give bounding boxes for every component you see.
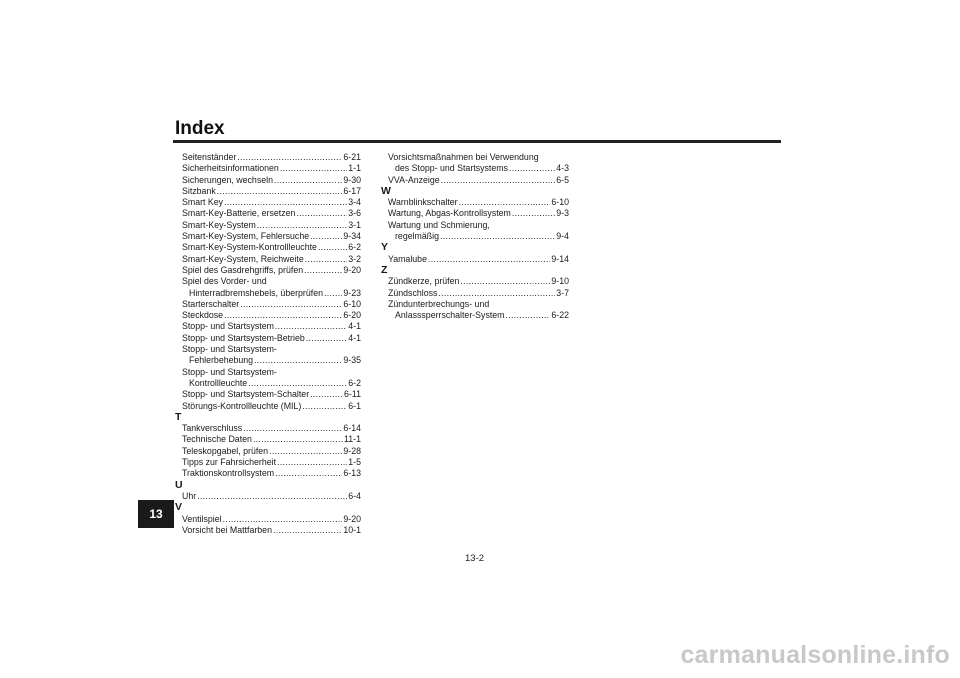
leader-dots (296, 208, 347, 219)
leader-dots (223, 514, 343, 525)
index-entry-name: VVA-Anzeige (388, 174, 440, 185)
leader-dots (224, 197, 347, 208)
section-letter: V (175, 501, 183, 514)
leader-dots (248, 378, 347, 389)
index-entry-page: 3-1 (348, 219, 361, 230)
leader-dots (306, 333, 348, 344)
index-entry-page: 1-1 (348, 163, 361, 174)
index-entry-name: des Stopp- und Startsystems (395, 163, 508, 174)
index-entry (175, 310, 361, 321)
index-entry (175, 468, 361, 479)
section-letter: W (381, 184, 391, 197)
index-entry (175, 163, 361, 174)
index-entry (175, 220, 361, 231)
leader-dots (310, 389, 343, 400)
leader-dots (460, 276, 550, 287)
index-entry-name: Warnblinkschalter (388, 197, 458, 208)
leader-dots (224, 310, 342, 321)
leader-dots (318, 242, 347, 253)
section-letter: Y (381, 241, 389, 254)
index-entry-line: Spiel des Vorder- und (182, 276, 267, 287)
leader-dots (269, 446, 342, 457)
index-entry (175, 186, 361, 197)
index-entry-name: regelmäßig (395, 231, 440, 242)
index-entry (175, 175, 361, 186)
leader-dots (512, 208, 555, 219)
index-entry-name: Starterschalter (182, 298, 240, 309)
index-entry-name: Traktionskontrollsystem (182, 468, 275, 479)
index-entry (175, 265, 361, 276)
leader-dots (275, 321, 347, 332)
index-entry-page: 4-3 (556, 163, 569, 174)
index-entry-page: 6-10 (551, 197, 569, 208)
index-entry-page: 6-20 (343, 310, 361, 321)
index-entry (381, 208, 569, 219)
leader-dots (438, 288, 555, 299)
index-entry (175, 208, 361, 219)
index-entry-page: 9-35 (343, 355, 361, 366)
index-entry-line: Vorsichtsmaßnahmen bei Verwendung (388, 152, 539, 162)
index-entry-page: 6-2 (348, 377, 361, 388)
index-entry-page: 6-17 (343, 185, 361, 196)
leader-dots (280, 163, 347, 174)
index-entry-page: 9-14 (551, 253, 569, 264)
leader-dots (237, 152, 342, 163)
index-entry-name: Sicherheitsinformationen (182, 163, 279, 174)
index-entry-name: Smart-Key-System-Kontrollleuchte (182, 242, 317, 253)
leader-dots (277, 457, 347, 468)
index-entry-name: Zündkerze, prüfen (388, 276, 460, 287)
index-entry (175, 152, 361, 163)
index-entry-line: Zündunterbrechungs- und (388, 298, 490, 309)
index-entry-page: 6-5 (556, 174, 569, 185)
index-entry-line: Stopp- und Startsystem- (182, 366, 277, 377)
index-entry-page: 6-22 (551, 310, 569, 321)
leader-dots (302, 401, 347, 412)
index-entry (175, 231, 361, 242)
index-entry-name: Smart-Key-Batterie, ersetzen (182, 208, 296, 219)
index-entry-name: Stopp- und Startsystem-Schalter (182, 389, 310, 400)
leader-dots (217, 186, 343, 197)
index-column-left (175, 152, 361, 536)
index-entry-page: 1-5 (348, 457, 361, 468)
index-entry-page: 6-14 (343, 423, 361, 434)
index-entry-page: 6-1 (348, 400, 361, 411)
index-entry-name: Störungs-Kontrollleuchte (MIL) (182, 400, 302, 411)
index-entry-page: 9-20 (343, 264, 361, 275)
index-entry-name: Anlasssperrschalter-System (395, 310, 505, 321)
index-entry-page: 3-4 (348, 197, 361, 208)
index-column-right (381, 152, 569, 321)
index-entry-page: 9-28 (343, 445, 361, 456)
index-entry (175, 514, 361, 525)
leader-dots (273, 525, 342, 536)
index-entry-page: 11-1 (344, 434, 361, 445)
index-entry-page: 9-23 (343, 287, 361, 298)
index-entry-page: 9-3 (556, 208, 569, 219)
leader-dots (257, 220, 347, 231)
watermark: carmanualsonline.info (680, 641, 950, 669)
index-entry-page: 4-1 (348, 332, 361, 343)
index-entry (175, 491, 361, 502)
index-entry-page: 6-2 (348, 242, 361, 253)
leader-dots (254, 355, 342, 366)
index-entry-name: Technische Daten (182, 434, 252, 445)
index-entry (175, 525, 361, 536)
index-entry-name: Smart-Key-System (182, 219, 256, 230)
index-entry-page: 9-20 (343, 513, 361, 524)
index-entry-page: 3-7 (556, 287, 569, 298)
index-entry-name: Smart Key (182, 197, 224, 208)
index-entry-name: Yamalube (388, 253, 427, 264)
index-entry (381, 163, 569, 174)
index-entry-name: Tankverschluss (182, 423, 243, 434)
index-entry-name: Teleskopgabel, prüfen (182, 445, 269, 456)
index-entry (381, 310, 569, 321)
leader-dots (274, 175, 342, 186)
chapter-tab: 13 (138, 500, 174, 528)
index-entry-page: 6-13 (343, 468, 361, 479)
index-entry (381, 231, 569, 242)
index-entry (175, 446, 361, 457)
leader-dots (506, 310, 551, 321)
index-entry-name: Seitenständer (182, 152, 237, 162)
index-entry-name: Spiel des Gasdrehgriffs, prüfen (182, 264, 304, 275)
index-entry-name: Smart-Key-System, Fehlersuche (182, 231, 310, 242)
index-entry-name: Smart-Key-System, Reichweite (182, 253, 304, 264)
index-entry-name: Stopp- und Startsystem (182, 321, 274, 332)
index-entry (175, 288, 361, 299)
index-entry-page: 6-11 (344, 389, 361, 400)
index-entry-name: Ventilspiel (182, 513, 222, 524)
index-entry-page: 6-4 (348, 490, 361, 501)
index-entry (175, 254, 361, 265)
section-letter: U (175, 478, 183, 491)
index-entry-name: Uhr (182, 490, 197, 501)
section-letter: Z (381, 263, 388, 276)
index-entry-name: Vorsicht bei Mattfarben (182, 524, 272, 535)
leader-dots (428, 254, 550, 265)
index-entry-name: Hinterradbremshebels, überprüfen (189, 287, 323, 298)
index-entry-page: 3-2 (348, 253, 361, 264)
index-entry-name: Zündschloss (388, 287, 438, 298)
index-entry (175, 321, 361, 332)
index-entry-name: Kontrollleuchte (189, 377, 248, 388)
index-entry-page: 9-4 (556, 231, 569, 242)
leader-dots (240, 299, 342, 310)
index-entry (381, 288, 569, 299)
leader-dots (197, 491, 347, 502)
leader-dots (310, 231, 342, 242)
index-entry-line: Stopp- und Startsystem- (182, 344, 277, 355)
index-entry-name: Sitzbank (182, 185, 216, 196)
leader-dots (305, 254, 348, 265)
leader-dots (459, 197, 551, 208)
index-entry (381, 254, 569, 265)
index-entry (175, 333, 361, 344)
index-entry (175, 197, 361, 208)
index-entry-page: 9-10 (551, 276, 569, 287)
index-entry-page: 9-30 (343, 174, 361, 185)
title-rule (173, 140, 781, 143)
index-entry (175, 378, 361, 389)
index-entry-page: 6-10 (343, 298, 361, 309)
leader-dots (304, 265, 342, 276)
index-entry-name: Steckdose (182, 310, 224, 321)
index-entry (175, 299, 361, 310)
index-entry-name: Tipps zur Fahrsicherheit (182, 457, 277, 468)
index-entry-page: 9-34 (343, 231, 361, 242)
leader-dots (253, 434, 343, 445)
index-entry-name: Stopp- und Startsystem-Betrieb (182, 332, 305, 343)
index-entry (381, 197, 569, 208)
leader-dots (509, 163, 555, 174)
index-entry-page: 3-6 (348, 208, 361, 219)
index-entry (175, 389, 361, 400)
page-number: 13-2 (465, 553, 485, 564)
index-entry (175, 423, 361, 434)
leader-dots (243, 423, 342, 434)
page-title: Index (175, 118, 225, 139)
index-entry-name: Sicherungen, wechseln (182, 174, 273, 185)
index-entry (175, 242, 361, 253)
index-entry (381, 175, 569, 186)
index-entry (175, 457, 361, 468)
section-letter: T (175, 410, 182, 423)
index-entry (175, 401, 361, 412)
index-entry (175, 355, 361, 366)
leader-dots (275, 468, 342, 479)
index-entry-name: Wartung, Abgas-Kontrollsystem (388, 208, 511, 219)
leader-dots (441, 175, 556, 186)
index-entry (381, 276, 569, 287)
index-entry-name: Fehlerbehebung (189, 355, 254, 366)
index-entry-page: 6-21 (343, 152, 361, 162)
index-entry (175, 434, 361, 445)
leader-dots (324, 288, 342, 299)
index-entry-page: 4-1 (348, 321, 361, 332)
index-entry-line: Wartung und Schmierung, (388, 219, 490, 230)
leader-dots (440, 231, 555, 242)
index-entry-page: 10-1 (343, 524, 361, 535)
